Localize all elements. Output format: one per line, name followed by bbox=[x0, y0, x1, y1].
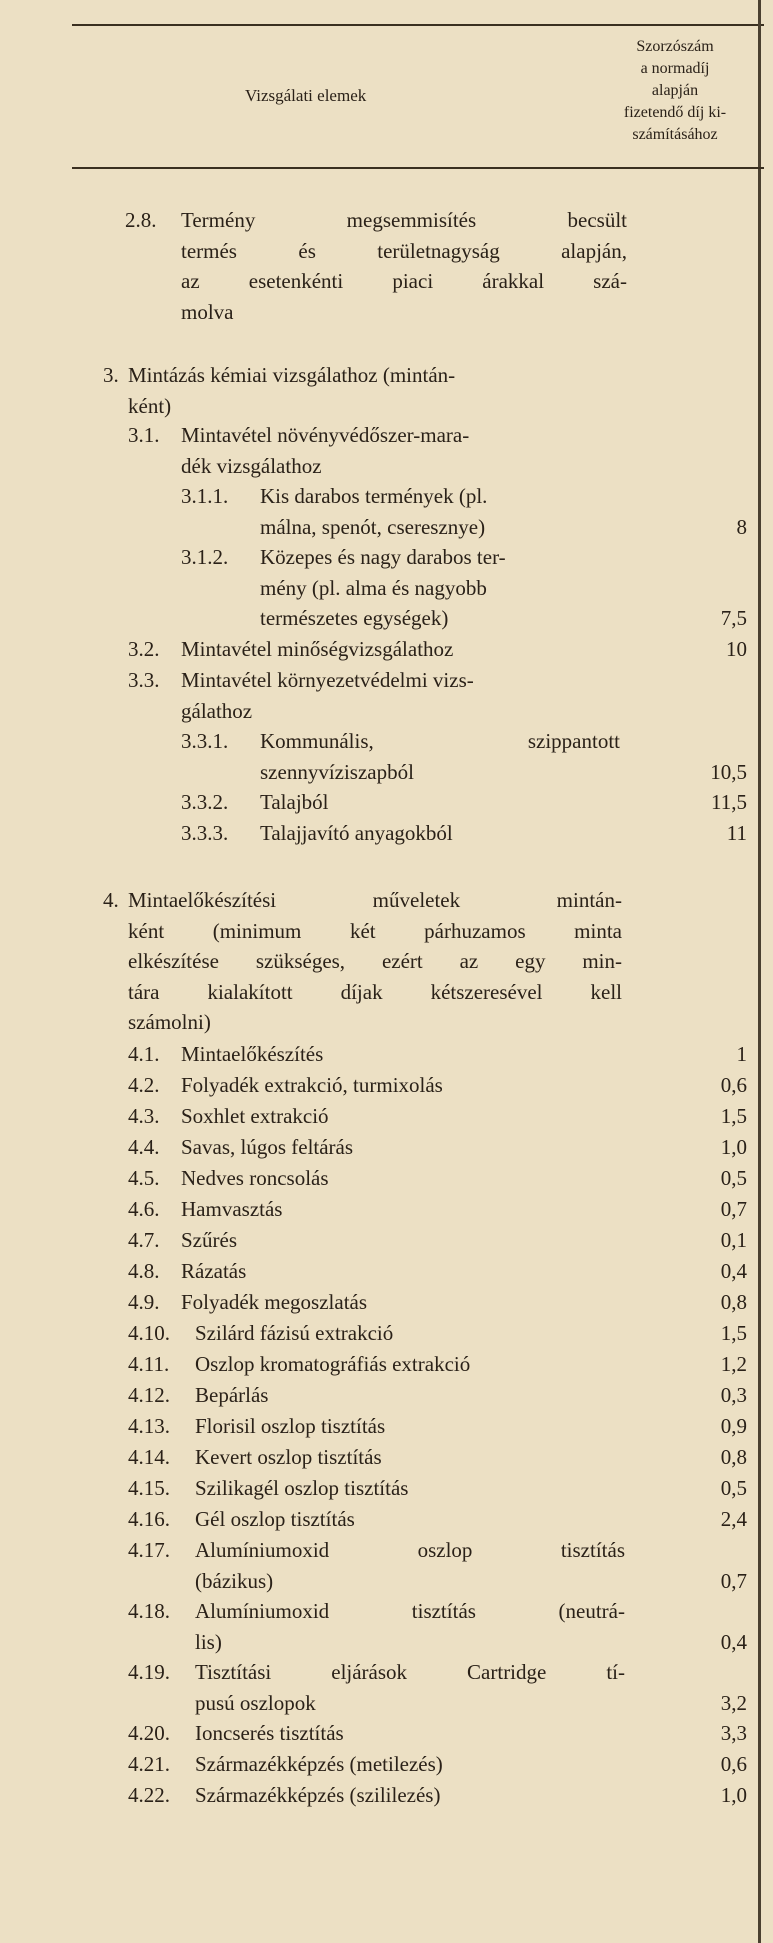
description-line: Mintaelőkészítés bbox=[181, 1042, 324, 1066]
multiplier-value: 10 bbox=[726, 637, 747, 661]
item-number: 3.3.3. bbox=[181, 821, 229, 845]
header-line: Szorzószám bbox=[636, 38, 714, 55]
item-description bbox=[195, 1504, 625, 1535]
description-line: Mintaelőkészítési műveletek mintán- bbox=[128, 888, 622, 912]
item-number: 4.15. bbox=[128, 1476, 170, 1500]
description-line: Mintavétel növényvédőszer-mara- bbox=[181, 423, 470, 447]
multiplier-value: 10,5 bbox=[710, 759, 747, 784]
item-description bbox=[195, 1780, 625, 1811]
multiplier-value: 11,5 bbox=[711, 790, 747, 814]
item-description bbox=[260, 542, 620, 634]
item-description bbox=[128, 360, 622, 421]
item-description bbox=[260, 726, 620, 787]
description-line: Alumíniumoxid tisztítás (neutrá- bbox=[195, 1599, 625, 1623]
item-number: 4.8. bbox=[128, 1259, 160, 1283]
item-description bbox=[181, 1070, 622, 1101]
item-description bbox=[195, 1349, 625, 1380]
multiplier-value: 7,5 bbox=[720, 606, 747, 630]
item-description bbox=[181, 1287, 622, 1318]
multiplier-value: 8 bbox=[736, 514, 747, 539]
header-line: alapján bbox=[651, 82, 699, 99]
description-line: gálathoz bbox=[181, 698, 253, 723]
description-line: molva bbox=[181, 299, 234, 324]
item-number: 4.21. bbox=[128, 1752, 170, 1776]
item-description bbox=[195, 1380, 625, 1411]
multiplier-value: 0,4 bbox=[720, 1629, 747, 1654]
multiplier-value: 0,1 bbox=[720, 1228, 747, 1252]
item-description bbox=[181, 1101, 622, 1132]
description-line: Szilikagél oszlop tisztítás bbox=[195, 1476, 409, 1500]
description-line: Savas, lúgos feltárás bbox=[181, 1135, 354, 1159]
item-number: 4.9. bbox=[128, 1290, 160, 1314]
description-line: természetes egységek) bbox=[260, 606, 449, 630]
item-description bbox=[195, 1657, 625, 1718]
item-description bbox=[128, 885, 622, 1038]
header-line: fizetendő díj ki- bbox=[623, 104, 727, 121]
description-line: az esetenkénti piaci árakkal szá- bbox=[181, 269, 627, 293]
item-number: 4.3. bbox=[128, 1104, 160, 1128]
item-number: 3.3.2. bbox=[181, 790, 229, 814]
description-line: Termény megsemmisítés becsült bbox=[181, 208, 627, 232]
description-line: Tisztítási eljárások Cartridge tí- bbox=[195, 1660, 625, 1684]
description-line: Oszlop kromatográfiás extrakció bbox=[195, 1352, 471, 1376]
multiplier-value: 0,3 bbox=[720, 1383, 747, 1407]
item-description bbox=[181, 1132, 622, 1163]
multiplier-value: 2,4 bbox=[720, 1507, 747, 1531]
multiplier-value: 0,4 bbox=[720, 1259, 747, 1283]
item-number: 4.6. bbox=[128, 1197, 160, 1221]
item-description bbox=[181, 634, 622, 665]
description-line: lis) bbox=[195, 1629, 222, 1654]
item-number: 4.1. bbox=[128, 1042, 160, 1066]
item-description bbox=[195, 1718, 625, 1749]
header-line: a normadíj bbox=[640, 60, 710, 77]
column-header-multiplier bbox=[600, 36, 750, 146]
item-description bbox=[260, 787, 620, 818]
top-rule bbox=[72, 24, 764, 26]
description-line: Mintavétel minőségvizsgálathoz bbox=[181, 637, 454, 661]
multiplier-value: 0,7 bbox=[720, 1568, 747, 1593]
description-line: Ioncserés tisztítás bbox=[195, 1721, 344, 1745]
multiplier-value: 3,3 bbox=[720, 1721, 747, 1745]
item-number: 4.10. bbox=[128, 1321, 170, 1345]
item-number: 3.3.1. bbox=[181, 729, 229, 753]
description-line: szennyvíziszapból bbox=[260, 759, 414, 784]
description-line: Gél oszlop tisztítás bbox=[195, 1507, 355, 1531]
item-description bbox=[195, 1442, 625, 1473]
multiplier-value: 1,0 bbox=[720, 1783, 747, 1807]
item-number: 4.20. bbox=[128, 1721, 170, 1745]
item-description bbox=[195, 1411, 625, 1442]
description-line: Soxhlet extrakció bbox=[181, 1104, 329, 1128]
item-number: 4.4. bbox=[128, 1135, 160, 1159]
description-line: Bepárlás bbox=[195, 1383, 269, 1407]
multiplier-value: 0,8 bbox=[720, 1445, 747, 1469]
description-line: Szűrés bbox=[181, 1228, 237, 1252]
description-line: Kevert oszlop tisztítás bbox=[195, 1445, 382, 1469]
item-number: 4.19. bbox=[128, 1660, 170, 1684]
item-number: 4.12. bbox=[128, 1383, 170, 1407]
description-line: Rázatás bbox=[181, 1259, 247, 1283]
description-line: Folyadék extrakció, turmixolás bbox=[181, 1073, 443, 1097]
description-line: pusú oszlopok bbox=[195, 1690, 316, 1715]
header-rule bbox=[72, 167, 764, 169]
header-line: számításához bbox=[632, 126, 718, 143]
item-description bbox=[181, 1194, 622, 1225]
description-line: Mintavétel környezetvédelmi vizs- bbox=[181, 668, 474, 692]
item-description bbox=[181, 1039, 622, 1070]
item-number: 3.1. bbox=[128, 423, 160, 447]
item-number: 3.2. bbox=[128, 637, 160, 661]
item-description bbox=[195, 1535, 625, 1596]
description-line: mény (pl. alma és nagyobb bbox=[260, 575, 487, 600]
description-line: Közepes és nagy darabos ter- bbox=[260, 545, 506, 569]
multiplier-value: 0,5 bbox=[720, 1166, 747, 1190]
multiplier-value: 1,5 bbox=[720, 1104, 747, 1128]
description-line: Folyadék megoszlatás bbox=[181, 1290, 368, 1314]
multiplier-value: 3,2 bbox=[720, 1690, 747, 1715]
description-line: Származékképzés (metilezés) bbox=[195, 1752, 443, 1776]
description-line: Szilárd fázisú extrakció bbox=[195, 1321, 394, 1345]
description-line: dék vizsgálathoz bbox=[181, 453, 322, 478]
multiplier-value: 1 bbox=[736, 1042, 747, 1066]
item-number: 4.14. bbox=[128, 1445, 170, 1469]
item-description bbox=[181, 205, 627, 327]
description-line: Származékképzés (szililezés) bbox=[195, 1783, 441, 1807]
item-description bbox=[195, 1318, 625, 1349]
item-description bbox=[181, 665, 622, 726]
item-number: 2.8. bbox=[125, 208, 157, 232]
item-number: 4.7. bbox=[128, 1228, 160, 1252]
multiplier-value: 1,2 bbox=[720, 1352, 747, 1376]
item-description bbox=[195, 1596, 625, 1657]
description-line: (bázikus) bbox=[195, 1568, 274, 1593]
item-number: 3.1.1. bbox=[181, 484, 229, 508]
multiplier-value: 1,5 bbox=[720, 1321, 747, 1345]
column-header-items: Vizsgálati elemek bbox=[245, 86, 367, 105]
description-line: elkészítése szükséges, ezért az egy min- bbox=[128, 949, 622, 973]
description-line: Talajból bbox=[260, 790, 329, 814]
item-description bbox=[181, 1163, 622, 1194]
item-number: 4.16. bbox=[128, 1507, 170, 1531]
multiplier-value: 11 bbox=[726, 821, 747, 845]
description-line: számolni) bbox=[128, 1010, 211, 1034]
item-description bbox=[195, 1749, 625, 1780]
description-line: Kommunális, szippantott bbox=[260, 729, 620, 753]
description-line: Nedves roncsolás bbox=[181, 1166, 329, 1190]
item-number: 4. bbox=[103, 888, 119, 912]
item-description bbox=[181, 1256, 622, 1287]
item-number: 4.17. bbox=[128, 1538, 170, 1562]
multiplier-value: 0,6 bbox=[720, 1752, 747, 1776]
description-line: Mintázás kémiai vizsgálathoz (mintán- bbox=[128, 363, 456, 387]
description-line: ként) bbox=[128, 393, 172, 418]
description-line: tára kialakított díjak kétszeresével kell bbox=[128, 979, 622, 1004]
item-description bbox=[260, 481, 620, 542]
multiplier-value: 0,9 bbox=[720, 1414, 747, 1438]
multiplier-value: 1,0 bbox=[720, 1135, 747, 1159]
item-number: 4.22. bbox=[128, 1783, 170, 1807]
multiplier-value: 0,8 bbox=[720, 1290, 747, 1314]
item-number: 4.13. bbox=[128, 1414, 170, 1438]
multiplier-value: 0,5 bbox=[720, 1476, 747, 1500]
multiplier-value: 0,7 bbox=[720, 1197, 747, 1221]
page-edge-line bbox=[758, 0, 761, 1943]
description-line: Alumíniumoxid oszlop tisztítás bbox=[195, 1538, 625, 1562]
item-number: 3.3. bbox=[128, 668, 160, 692]
description-line: Florisil oszlop tisztítás bbox=[195, 1414, 386, 1438]
item-number: 3. bbox=[103, 363, 119, 387]
description-line: Talajjavító anyagokból bbox=[260, 821, 453, 845]
description-line: Hamvasztás bbox=[181, 1197, 283, 1221]
item-description bbox=[181, 420, 622, 481]
item-number: 4.5. bbox=[128, 1166, 160, 1190]
description-line: málna, spenót, cseresznye) bbox=[260, 514, 486, 539]
description-line: termés és területnagyság alapján, bbox=[181, 238, 627, 263]
item-number: 4.2. bbox=[128, 1073, 160, 1097]
item-description bbox=[260, 818, 620, 849]
item-description bbox=[195, 1473, 625, 1504]
item-number: 4.18. bbox=[128, 1599, 170, 1623]
description-line: ként (minimum két párhuzamos minta bbox=[128, 918, 622, 943]
item-description bbox=[181, 1225, 622, 1256]
description-line: Kis darabos termények (pl. bbox=[260, 484, 488, 508]
item-number: 3.1.2. bbox=[181, 545, 229, 569]
item-number: 4.11. bbox=[128, 1352, 170, 1376]
multiplier-value: 0,6 bbox=[720, 1073, 747, 1097]
